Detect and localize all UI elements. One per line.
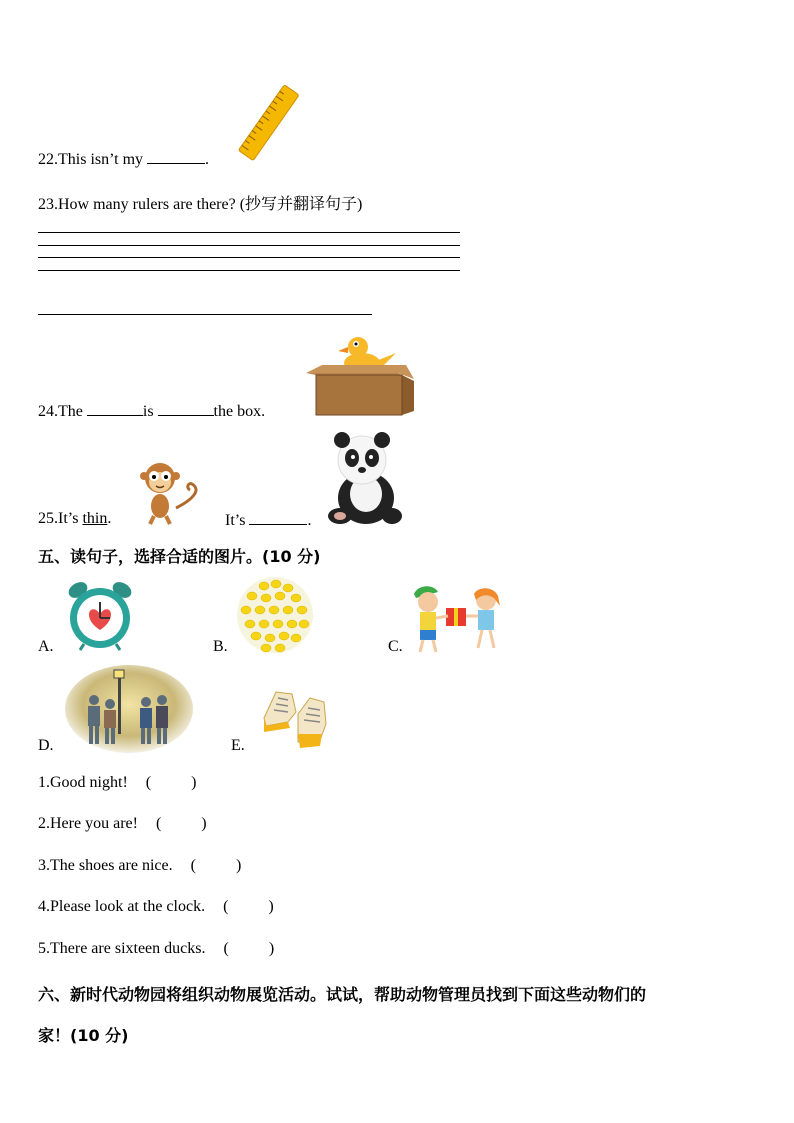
sentence-text: 5.There are sixteen ducks. (38, 940, 206, 957)
underlined-word: thin (82, 510, 108, 527)
sentence-text: 3.The shoes are nice. (38, 857, 173, 874)
translation-line[interactable] (38, 314, 372, 315)
question-text: The (58, 403, 83, 420)
ducks-image[interactable] (236, 576, 314, 654)
option-a-label: A. (38, 638, 54, 655)
section-5-title: 五、读句子，选择合适的图片。(10 分) (38, 547, 321, 566)
question-number: 24. (38, 403, 58, 420)
section-6-title-line-1: 六、新时代动物园将组织动物展览活动。试试，帮助动物管理员找到下面这些动物们的 (38, 985, 647, 1004)
punctuation: . (307, 512, 312, 529)
question-24 (38, 401, 265, 421)
writing-line[interactable] (38, 245, 460, 246)
duck-in-box-image (302, 333, 416, 417)
sentence-3 (38, 857, 241, 875)
writing-line[interactable] (38, 257, 460, 258)
sentence-4 (38, 898, 274, 916)
answer-parentheses[interactable]: ( ) (190, 857, 242, 874)
ruler-image (236, 84, 308, 166)
question-25-second (225, 510, 311, 530)
sentence-text: 4.Please look at the clock. (38, 898, 206, 915)
question-number: 25. (38, 510, 58, 527)
panda-image (326, 430, 404, 526)
question-text: the box. (213, 403, 266, 420)
alarm-clock-image[interactable] (64, 580, 136, 652)
writing-line[interactable] (38, 270, 460, 271)
answer-parentheses[interactable]: ( ) (223, 940, 275, 957)
sentence-text: 1.Good night! (38, 774, 128, 791)
option-b-label: B. (213, 638, 228, 655)
sentence-2 (38, 815, 207, 833)
question-text: It’s (58, 510, 79, 527)
answer-parentheses[interactable]: ( ) (145, 774, 197, 791)
question-22 (38, 149, 209, 169)
punctuation: . (107, 510, 112, 527)
answer-blank[interactable] (87, 401, 143, 416)
answer-parentheses[interactable]: ( ) (155, 815, 207, 832)
question-23 (38, 191, 362, 214)
sentence-1 (38, 774, 196, 792)
question-number: 22. (38, 151, 58, 168)
sentence-text: 2.Here you are! (38, 815, 138, 832)
answer-parentheses[interactable]: ( ) (223, 898, 274, 915)
punctuation: . (205, 151, 210, 168)
question-25 (38, 510, 111, 528)
children-gift-image[interactable] (408, 584, 518, 656)
question-text: How many rulers are there? (抄写并翻译句子) (58, 196, 363, 213)
question-text: is (142, 403, 154, 420)
option-e-label: E. (231, 737, 245, 754)
night-walk-image[interactable] (64, 664, 194, 754)
question-number: 23. (38, 196, 58, 213)
shoes-image[interactable] (258, 684, 330, 754)
answer-blank[interactable] (147, 149, 205, 164)
question-text: It’s (225, 512, 246, 529)
option-d-label: D. (38, 737, 54, 754)
answer-blank[interactable] (249, 510, 307, 525)
writing-line[interactable] (38, 232, 460, 233)
section-6-title-line-2: 家！(10 分) (38, 1026, 129, 1045)
option-c-label: C. (388, 638, 403, 655)
question-text: This isn’t my (58, 151, 144, 168)
sentence-5 (38, 940, 274, 958)
answer-blank[interactable] (158, 401, 214, 416)
monkey-image (132, 460, 206, 526)
